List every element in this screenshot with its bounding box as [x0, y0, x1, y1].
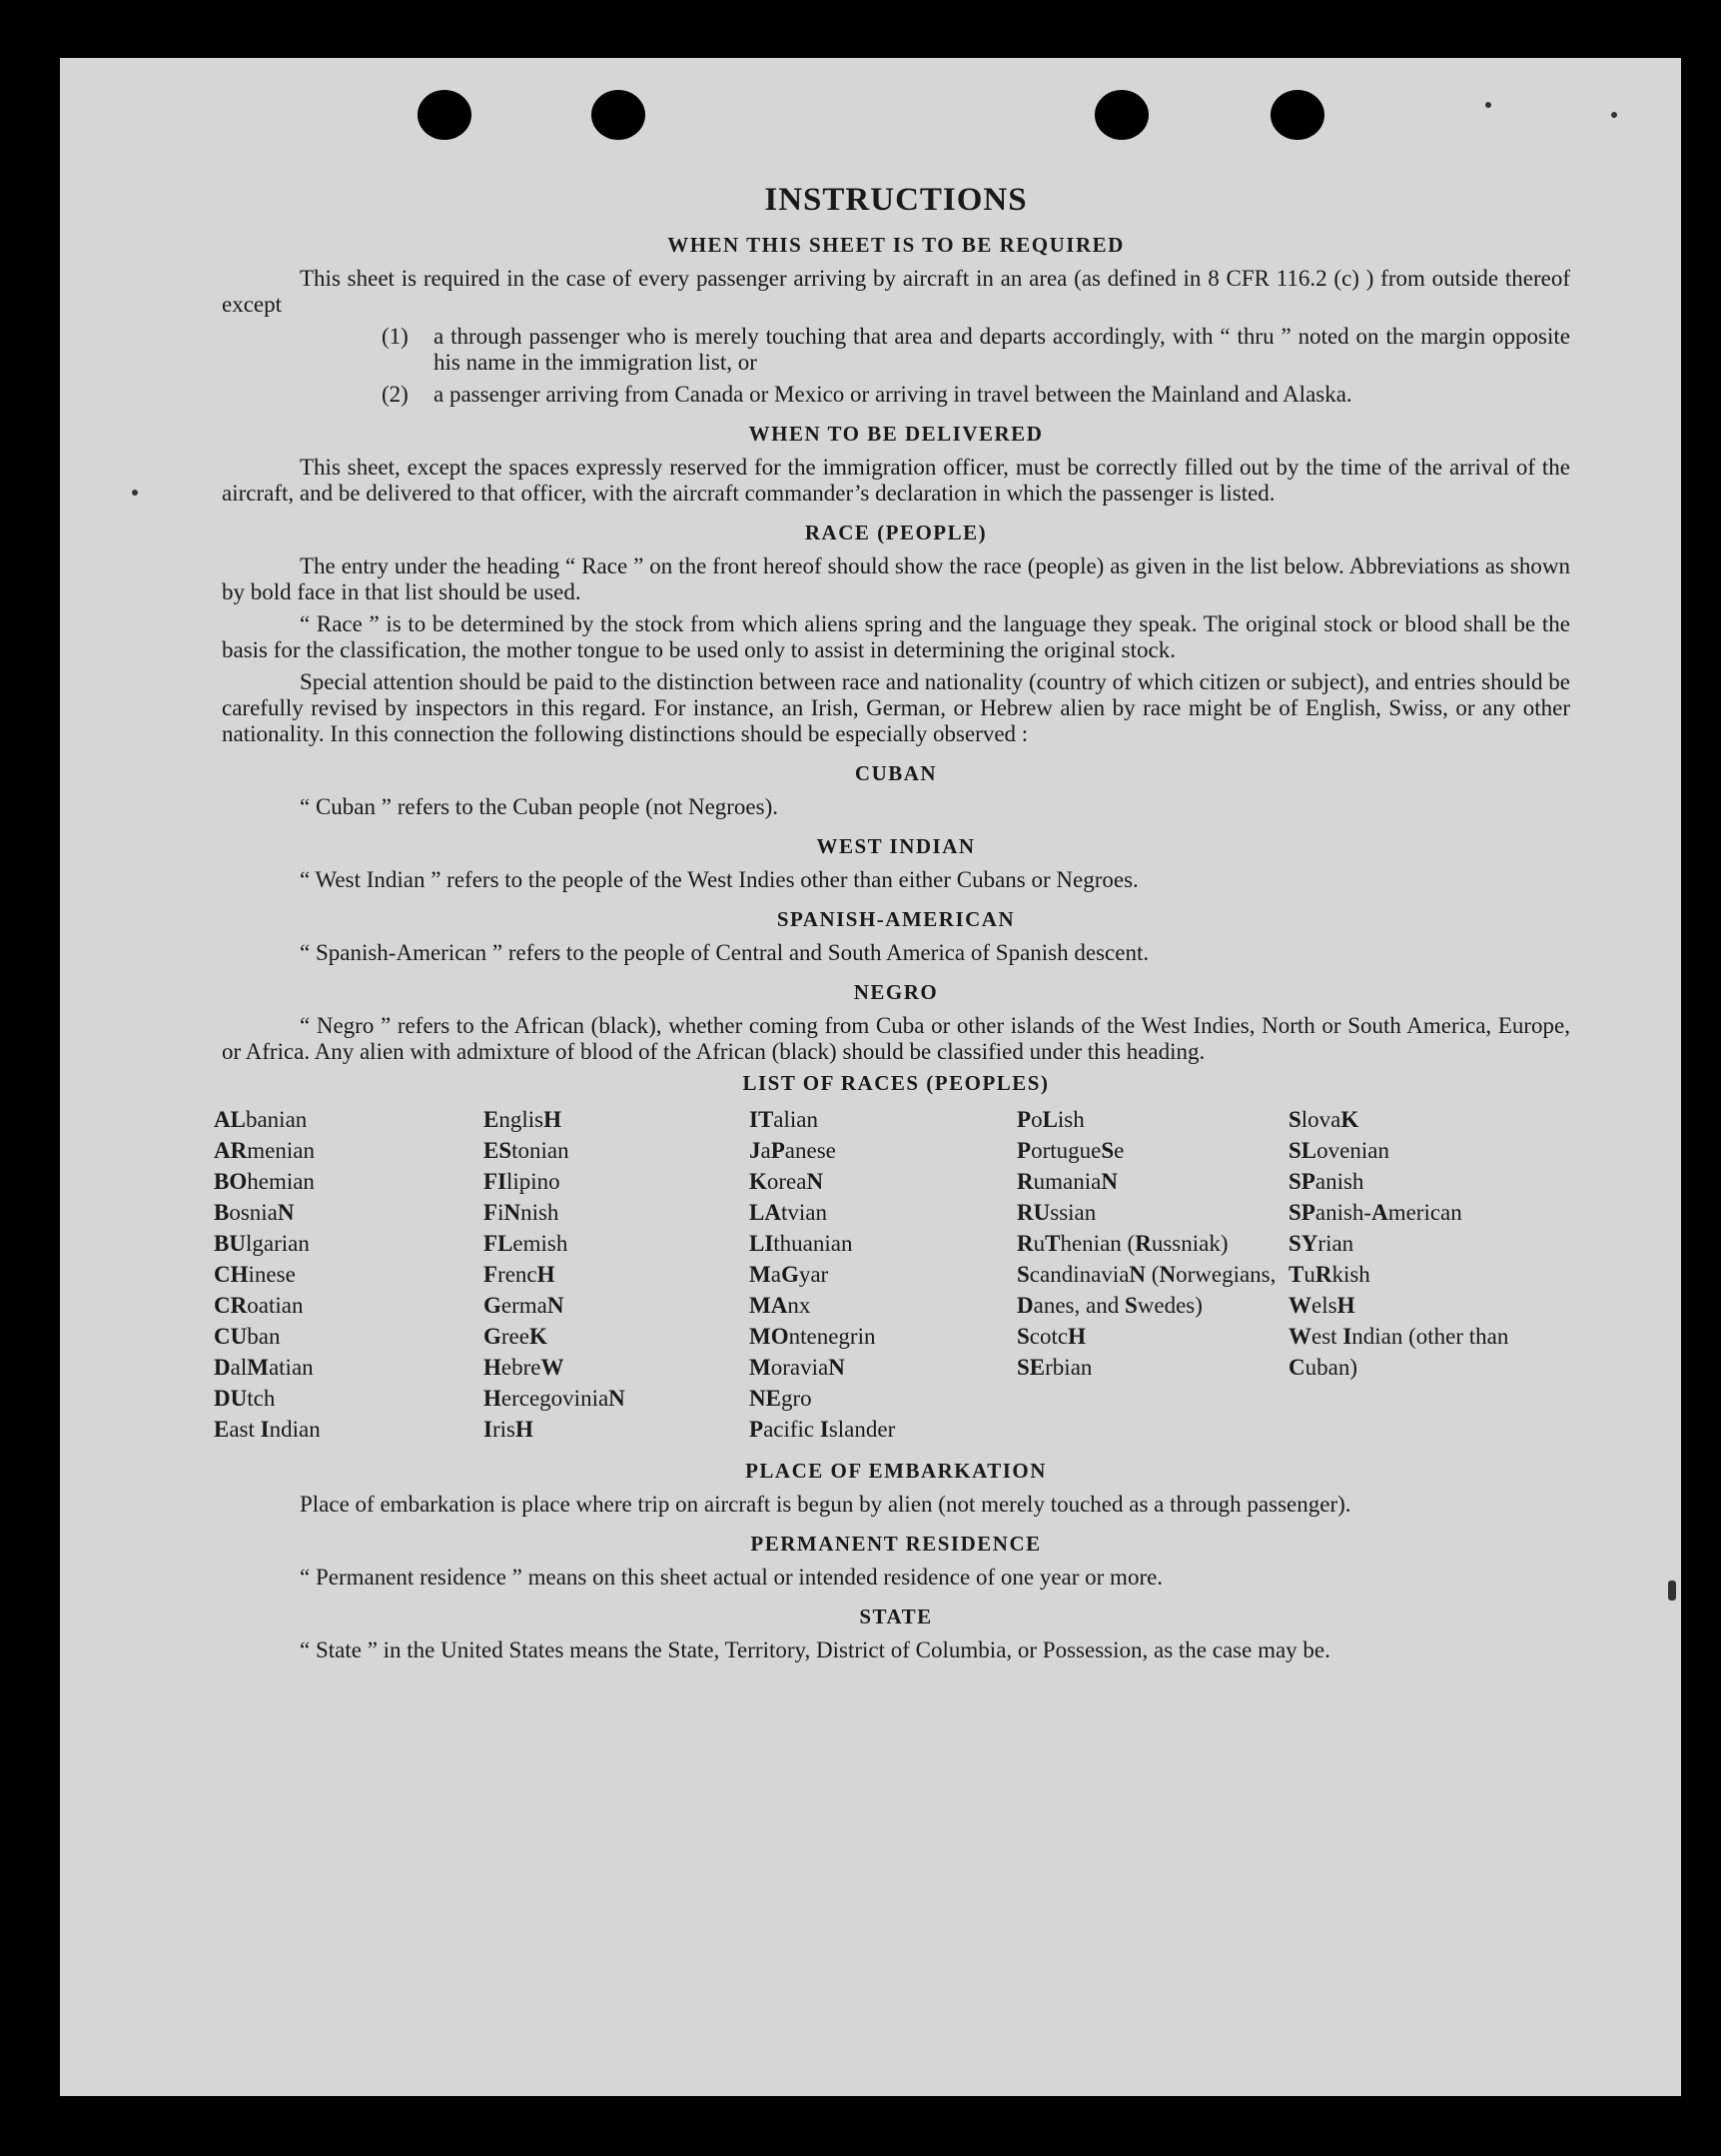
race-entry: PoLish	[1017, 1107, 1085, 1132]
heading-list-of-races: LIST OF RACES (PEOPLES)	[742, 1071, 1050, 1095]
race-entry: SLovenian	[1289, 1138, 1389, 1163]
race-entry: MAnx	[749, 1293, 811, 1318]
clause-1	[382, 324, 1570, 376]
punch-hole	[1095, 90, 1149, 140]
races-column	[483, 1104, 749, 1445]
heading-spanish-american: SPANISH-AMERICAN	[776, 907, 1016, 931]
race-entry: MoraviaN	[749, 1355, 845, 1380]
heading-west-indian: WEST INDIAN	[816, 834, 976, 858]
document-sheet	[60, 58, 1681, 2096]
race-entry: SPanish-American	[1289, 1200, 1462, 1225]
race-entry: SPanish	[1289, 1169, 1364, 1194]
race-entry: LIthuanian	[749, 1231, 853, 1256]
race-entry: Pacific Islander	[749, 1417, 896, 1442]
heading-permanent-residence: PERMANENT RESIDENCE	[750, 1532, 1042, 1556]
west-indian-text: “ West Indian ” refers to the people of the West Indies other than either Cubans or Negroes.	[300, 867, 1139, 892]
race-entry: CRoatian	[214, 1293, 304, 1318]
race-entry: ALbanian	[214, 1107, 308, 1132]
race-entry: ARmenian	[214, 1138, 315, 1163]
heading-when-required: WHEN THIS SHEET IS TO BE REQUIRED	[667, 233, 1125, 257]
race-entry: HercegoviniaN	[483, 1386, 625, 1411]
heading-embarkation: PLACE OF EMBARKATION	[745, 1459, 1047, 1483]
race-entry: LAtvian	[749, 1200, 827, 1225]
race-entry: DUtch	[214, 1386, 276, 1411]
race-entry: BosniaN	[214, 1200, 295, 1225]
race-entry: HebreW	[483, 1355, 564, 1380]
punch-hole	[418, 90, 471, 140]
race-entry: SlovaK	[1289, 1107, 1359, 1132]
race-entry: PortugueSe	[1017, 1138, 1125, 1163]
race-entry: SErbian	[1017, 1355, 1093, 1380]
race-entry: JaPanese	[749, 1138, 836, 1163]
race-entry: TuRkish	[1289, 1262, 1370, 1287]
race-entry: RuThenian (Russniak)	[1017, 1231, 1229, 1256]
race-entry: EnglisH	[483, 1107, 561, 1132]
race-entry: CUban	[214, 1324, 281, 1349]
permanent-residence-text: “ Permanent residence ” means on this sheet actual or intended residence of one year or more.	[300, 1565, 1164, 1590]
race-entry: FrencH	[483, 1262, 555, 1287]
clause-number: (1)	[382, 324, 409, 349]
heading-cuban: CUBAN	[854, 761, 938, 785]
race-entry: MOntenegrin	[749, 1324, 876, 1349]
race-entry: CHinese	[214, 1262, 296, 1287]
cuban-text: “ Cuban ” refers to the Cuban people (not Negroes).	[300, 794, 779, 819]
speck	[1668, 1581, 1676, 1601]
race-entry: West Indian (other than Cuban)	[1289, 1324, 1509, 1380]
race-entry: ScotcH	[1017, 1324, 1086, 1349]
race-entry: DalMatian	[214, 1355, 314, 1380]
heading-race: RACE (PEOPLE)	[804, 521, 988, 544]
clause-text: a through passenger who is merely touching that area and departs accordingly, with “ thru ” noted on the margin opposite his name in the immigration list, or	[433, 324, 1570, 375]
clause-2	[382, 382, 1570, 408]
heading-negro: NEGRO	[853, 980, 939, 1004]
speck	[132, 490, 138, 496]
punch-hole	[1271, 90, 1324, 140]
when-required-text: This sheet is required in the case of every passenger arriving by aircraft in an area (as defined in 8 CFR 116.2 (c) ) from outside thereof except	[222, 266, 1570, 317]
spanish-american-text: “ Spanish-American ” refers to the people of Central and South America of Spanish descent.	[300, 940, 1150, 965]
race-entry: FLemish	[483, 1231, 568, 1256]
exception-clauses	[382, 324, 1570, 408]
race-entry: MaGyar	[749, 1262, 829, 1287]
races-column	[214, 1104, 483, 1445]
race-entry: RUssian	[1017, 1200, 1097, 1225]
negro-text: “ Negro ” refers to the African (black), whether coming from Cuba or other islands of the West Indies, North or South America, Europe, or Africa. Any alien with admixture of blood of the African (black) should be classified under this heading.	[222, 1013, 1570, 1064]
instructions-content	[214, 182, 1570, 1669]
race-entry: SYrian	[1289, 1231, 1354, 1256]
races-column	[1017, 1104, 1289, 1445]
race-entry: RumaniaN	[1017, 1169, 1118, 1194]
race-entry: EStonian	[483, 1138, 569, 1163]
races-column	[1289, 1104, 1528, 1445]
races-table	[214, 1104, 1570, 1445]
race-entry: ITalian	[749, 1107, 818, 1132]
clause-number: (2)	[382, 382, 409, 407]
state-text: “ State ” in the United States means the State, Territory, District of Columbia, or Possession, as the case may be.	[300, 1637, 1330, 1662]
race-entry: GermaN	[483, 1293, 564, 1318]
punch-hole	[591, 90, 645, 140]
race-entry: ScandinaviaN (Norwegians, Danes, and Swedes)	[1017, 1262, 1277, 1318]
when-delivered-text: This sheet, except the spaces expressly reserved for the immigration officer, must be correctly filled out by the time of the arrival of the aircraft, and be delivered to that officer, with the aircraft commander’s declaration in which the passenger is listed.	[222, 455, 1570, 506]
race-paragraph-1: The entry under the heading “ Race ” on the front hereof should show the race (people) as given in the list below. Abbreviations as shown by bold face in that list should be used.	[222, 553, 1570, 604]
races-column	[749, 1104, 1017, 1445]
race-entry: BUlgarian	[214, 1231, 310, 1256]
race-entry: KoreaN	[749, 1169, 824, 1194]
race-entry: GreeK	[483, 1324, 547, 1349]
speck	[1611, 112, 1617, 118]
race-paragraph-2: “ Race ” is to be determined by the stock from which aliens spring and the language they speak. The original stock or blood shall be the basis for the classification, the mother tongue to be used only to assist in determining the original stock.	[222, 611, 1570, 662]
race-entry: NEgro	[749, 1386, 812, 1411]
race-entry: IrisH	[483, 1417, 533, 1442]
race-entry: FIlipino	[483, 1169, 560, 1194]
race-entry: BOhemian	[214, 1169, 315, 1194]
embarkation-text: Place of embarkation is place where trip on aircraft is begun by alien (not merely touched as a through passenger).	[300, 1492, 1351, 1517]
speck	[1485, 102, 1491, 108]
race-entry: WelsH	[1289, 1293, 1355, 1318]
clause-text: a passenger arriving from Canada or Mexico or arriving in travel between the Mainland and Alaska.	[433, 382, 1352, 407]
race-entry: FiNnish	[483, 1200, 559, 1225]
race-paragraph-3: Special attention should be paid to the distinction between race and nationality (country of which citizen or subject), and entries should be carefully revised by inspectors in this regard. For instance, an Irish, German, or Hebrew alien by race might be of English, Swiss, or any other nationality. In this connection the following distinctions should be especially observed :	[222, 669, 1570, 746]
heading-state: STATE	[859, 1605, 933, 1628]
race-entry: East Indian	[214, 1417, 321, 1442]
page-title: INSTRUCTIONS	[764, 182, 1028, 218]
heading-when-delivered: WHEN TO BE DELIVERED	[748, 422, 1044, 446]
